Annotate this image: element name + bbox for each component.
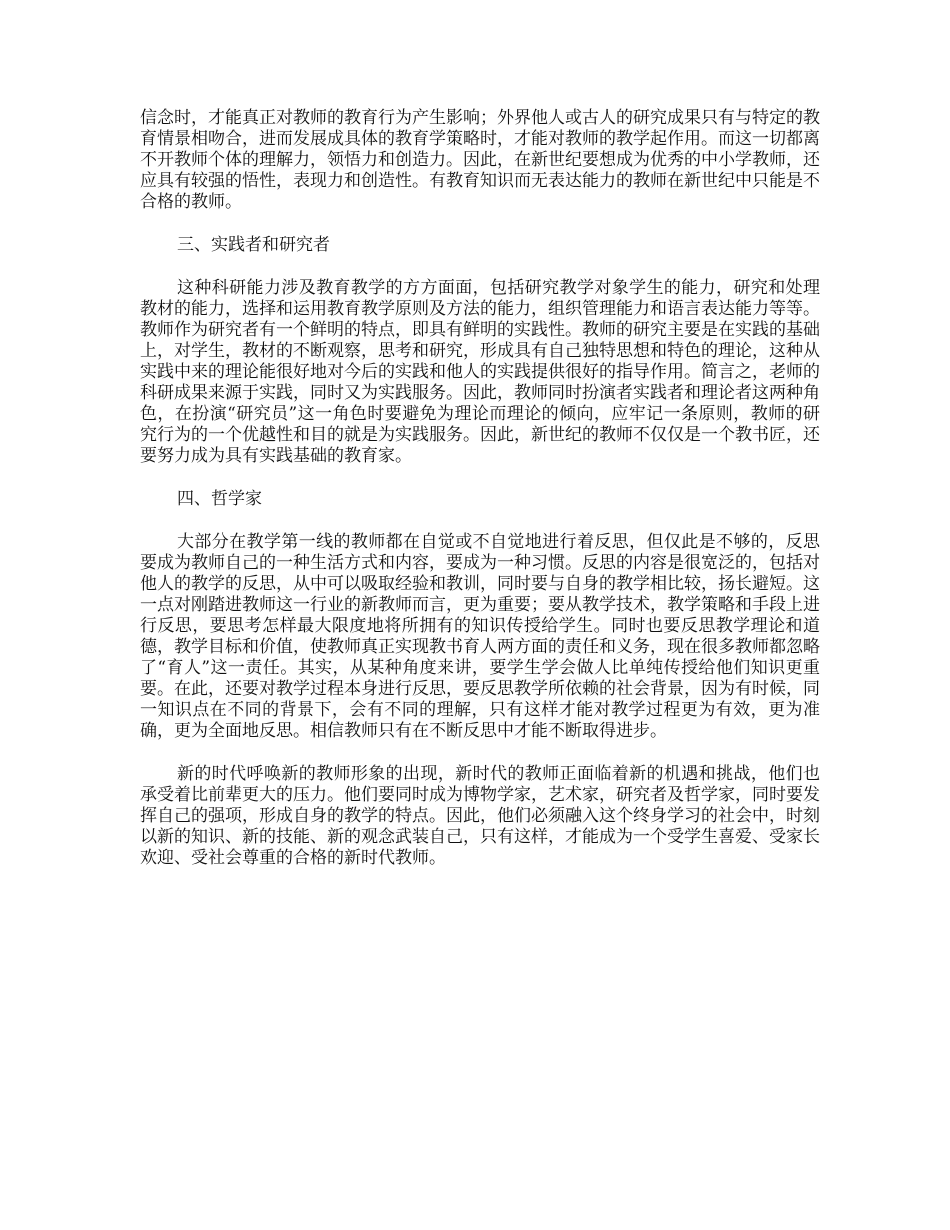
section-heading-philosopher: 四、哲学家 bbox=[177, 489, 262, 509]
paragraph-reflection: 大部分在教学第一线的教师都在自觉或不自觉地进行着反思，但仅此是不够的，反思要成为教师自己的一种生活方式和内容，要成为一种习惯。反思的内容是很宽泛的，包括对他人的教学的反思，从中可以吸取经验和教训，同时要与自身的教学相比较，扬长避短。这一点对刚踏进教师这一行业的新教师而言，更为重要；要从教学技术，教学策略和手段上进行反思，要思考怎样最大限度地将所拥有的知识传授给学生。同时也要反思教学理论和道德，教学目标和价值，使教师真正实现教书育人两方面的责任和义务，现在很多教师都忽略了“育人”这一责任。其实，从某种角度来讲，要学生学会做人比单纯传授给他们知识更重要。在此，还要对教学过程本身进行反思，要反思教学所依赖的社会背景，因为有时候，同一知识点在不同的背景下，会有不同的理解，只有这样才能对教学过程更为有效，更为准确，更为全面地反思。相信教师只有在不断反思中才能不断取得进步。 bbox=[140, 532, 820, 741]
document-page bbox=[140, 108, 820, 891]
paragraph-conclusion: 新的时代呼唤新的教师形象的出现，新时代的教师正面临着新的机遇和挑战，他们也承受着比前辈更大的压力。他们要同时成为博物学家，艺术家，研究者及哲学家，同时要发挥自己的强项，形成自身的教学的特点。因此，他们必须融入这个终身学习的社会中，时刻以新的知识、新的技能、新的观念武装自己，只有这样，才能成为一个受学生喜爱、受家长欢迎、受社会尊重的合格的新时代教师。 bbox=[140, 764, 820, 868]
section-heading-practitioner-researcher: 三、实践者和研究者 bbox=[177, 235, 330, 255]
paragraph-research-ability: 这种科研能力涉及教育教学的方方面面，包括研究教学对象学生的能力，研究和处理教材的能力，选择和运用教育教学原则及方法的能力，组织管理能力和语言表达能力等等。教师作为研究者有一个鲜明的特点，即具有鲜明的实践性。教师的研究主要是在实践的基础上，对学生，教材的不断观察，思考和研究，形成具有自己独特思想和特色的理论，这种从实践中来的理论能很好地对今后的实践和他人的实践提供很好的指导作用。简言之，老师的科研成果来源于实践，同时又为实践服务。因此，教师同时扮演者实践者和理论者这两种角色，在扮演“研究员”这一角色时要避免为理论而理论的倾向，应牢记一条原则，教师的研究行为的一个优越性和目的就是为实践服务。因此，新世纪的教师不仅仅是一个教书匠，还要努力成为具有实践基础的教育家。 bbox=[140, 278, 820, 466]
paragraph-continuation: 信念时，才能真正对教师的教育行为产生影响；外界他人或古人的研究成果只有与特定的教育情景相吻合，进而发展成具体的教育学策略时，才能对教师的教学起作用。而这一切都离不开教师个体的理解力，领悟力和创造力。因此，在新世纪要想成为优秀的中小学教师，还应具有较强的悟性，表现力和创造性。有教育知识而无表达能力的教师在新世纪中只能是不合格的教师。 bbox=[140, 108, 820, 212]
